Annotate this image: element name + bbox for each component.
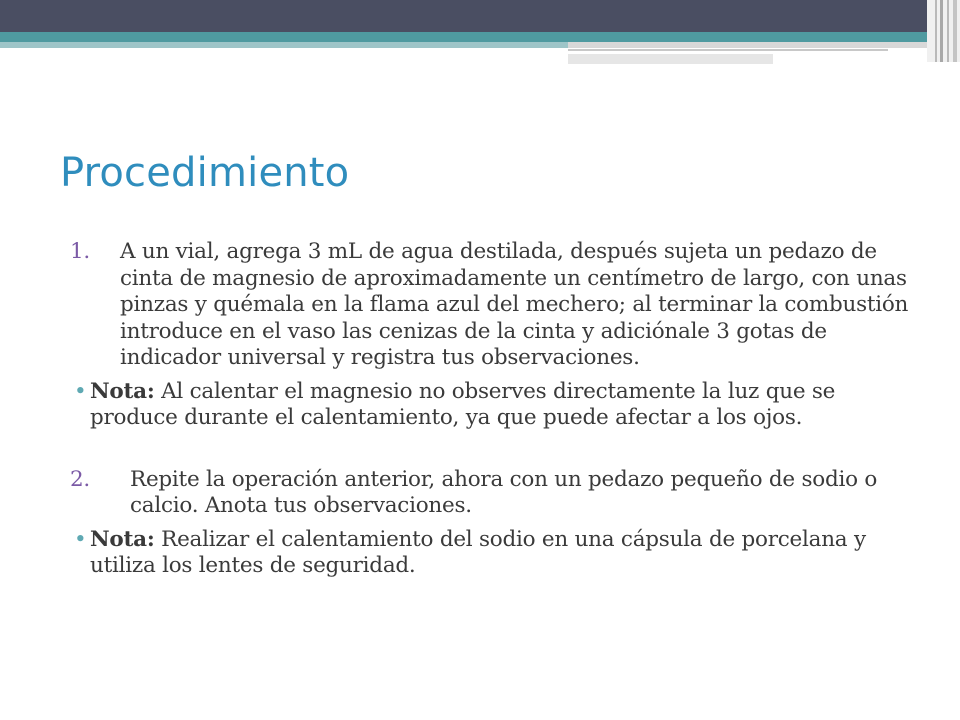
note-body: Realizar el calentamiento del sodio en una cápsula de porcelana y utiliza los lentes de seguridad. [90, 526, 866, 578]
slide-body [66, 239, 916, 580]
step-2 [70, 467, 916, 520]
step-1 [70, 239, 916, 372]
note-label: Nota: [90, 526, 155, 552]
step-number: 1. [70, 239, 91, 264]
header-accent-stripe-grey [568, 42, 928, 48]
bullet-icon: • [74, 526, 87, 552]
note-label: Nota: [90, 378, 155, 404]
step-text: A un vial, agrega 3 mL de agua destilada, después sujeta un pedazo de cinta de magnesio de aproximadamente un centímetro de largo, con unas pinzas y quémala en la flama azul del mechero; al terminar la combustión introduce en el vaso las cenizas de la cinta y adiciónale 3 gotas de indicador universal y registra tus observaciones. [120, 239, 909, 370]
header-accent-line [568, 49, 888, 51]
bullet-icon: • [74, 378, 87, 404]
note-2 [66, 527, 916, 580]
header-accent-stripe-grey-short [568, 54, 773, 64]
note-1 [66, 379, 916, 432]
step-number: 2. [70, 466, 91, 492]
note-body: Al calentar el magnesio no observes directamente la luz que se produce durante el calentamiento, ya que puede afectar a los ojos. [90, 378, 836, 430]
note-text [90, 527, 908, 580]
step-text: Repite la operación anterior, ahora con un pedazo pequeño de sodio o calcio. Anota tus observaciones. [130, 466, 878, 518]
header-band [0, 0, 927, 32]
header-right-ornament [927, 0, 960, 62]
slide-title: Procedimiento [60, 150, 350, 196]
header-accent-stripe [0, 32, 927, 42]
note-text [90, 379, 908, 432]
header-accent-stripe-light [0, 42, 568, 48]
